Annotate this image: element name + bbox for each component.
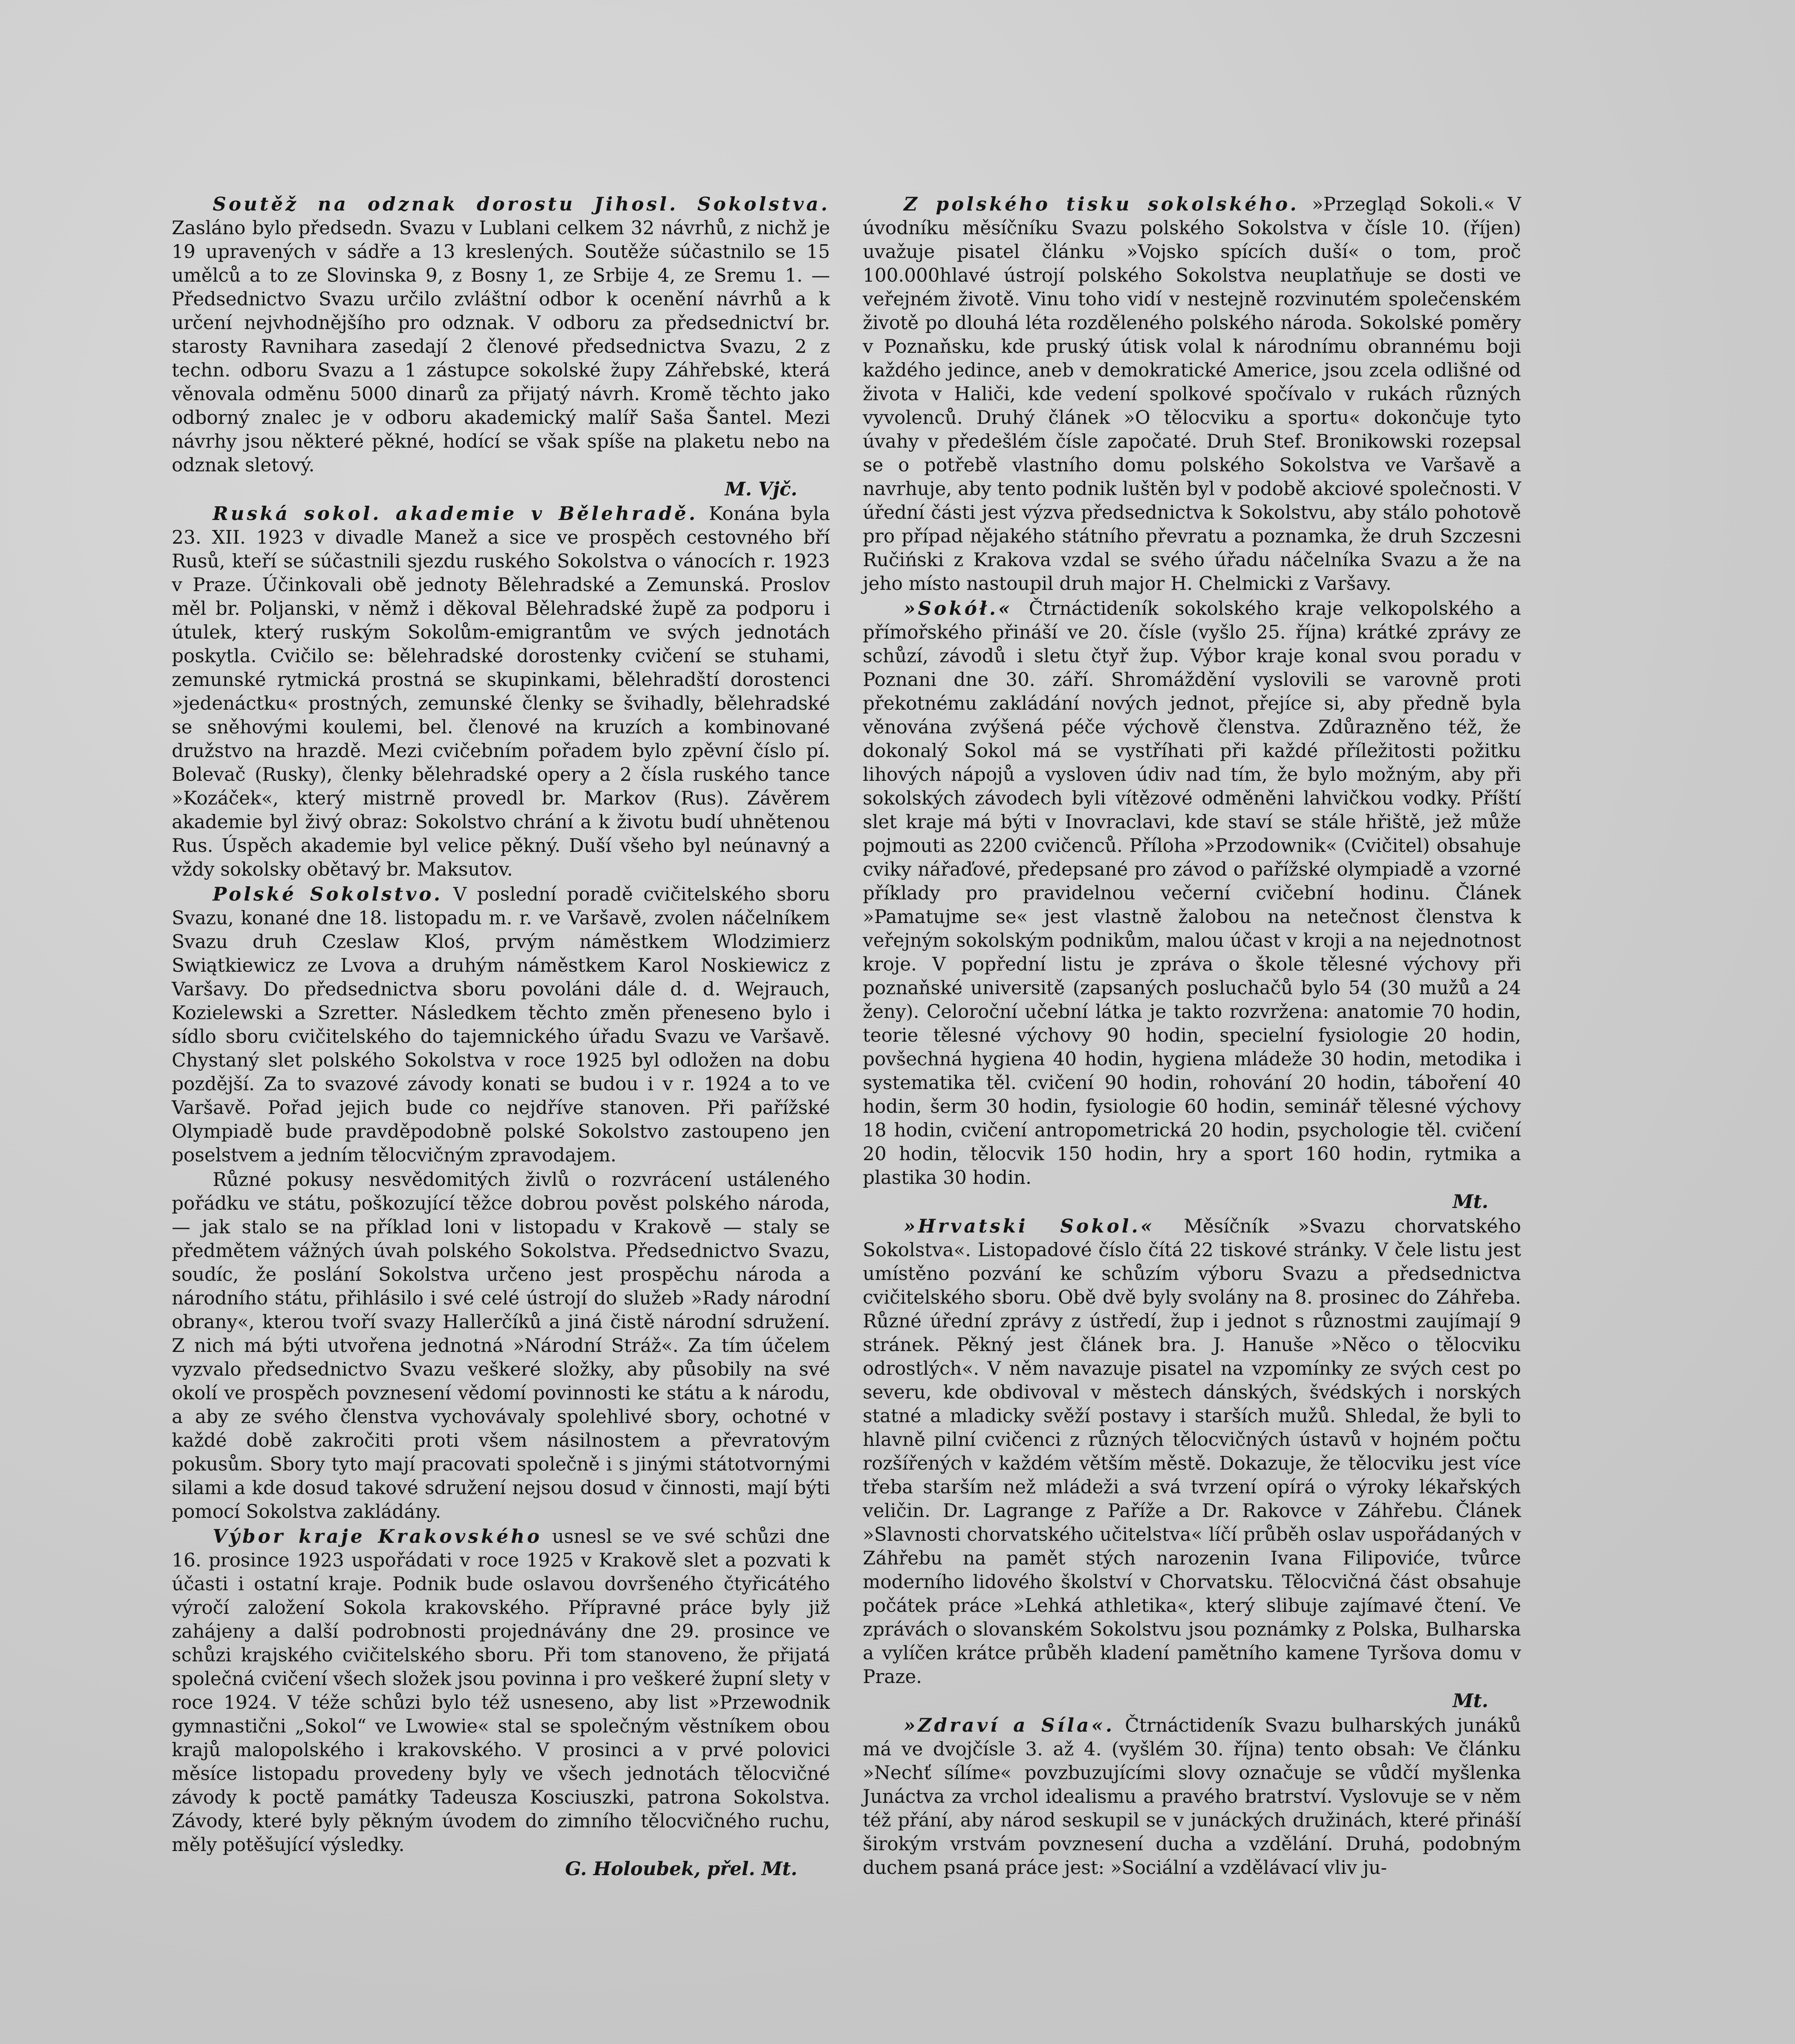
article-title: »Sokół.« [904, 597, 1013, 619]
left-column [172, 192, 830, 1880]
article-body: Čtrnáctideník sokolského kraje velkopolského a přímořského přináší ve 20. čísle (vyšlo 25. října) krátké zprávy ze schůzí, závodů i sletu čtyř žup. Výbor kraje konal svou poradu v Poznani dne 30. září. Shromáždění vyslovili se varovně proti překotnému zakládání nových jednot, přejíce si, aby předně byla věnována zvýšená péče výchově členstva. Zdůrazněno též, že dokonalý Sokol má se vystříhati při každé příležitosti požitku lihových nápojů a vysloven údiv nad tím, že bylo možným, aby při sokolských závodech byli vítězové odměněni lahvičkou vodky. Příští slet kraje má býti v Inovraclavi, kde staví se stále hřiště, jež může pojmouti as 2200 cvičenců. Příloha »Przodownik« (Cvičitel) obsahuje cviky nářaďové, předepsané pro závod o pařížské olympiadě a vzorné příklady pro pravidelnou večerní cvičební hodinu. Článek »Pamatujme se« jest vlastně žalobou na netečnost členstva k veřejným sokolským podnikům, malou účast v kroji a na nejednotnost kroje. V popřední listu je zpráva o škole tělesné výchovy při poznaňské universitě (zapsaných posluchačů bylo 54 (30 mužů a 24 ženy). Celoroční učební látka je takto rozvržena: anatomie 70 hodin, teorie tělesné výchovy 90 hodin, specielní fysiologie 20 hodin, povšechná hygiena 40 hodin, hygiena mládeže 30 hodin, metodika i systematika těl. cvičení 90 hodin, rohování 20 hodin, táboření 40 hodin, šerm 30 hodin, fysiologie 60 hodin, seminář tělesné výchovy 18 hodin, cvičení antropometrická 20 hodin, psychologie těl. cvičení 20 hodin, tělocvik 150 hodin, hry a sport 160 hodin, rytmika a plastika 30 hodin. [863, 598, 1521, 1188]
article-body: V poslední poradě cvičitelského sboru Svazu, konané dne 18. listopadu m. r. ve Varšavě, zvolen náčelníkem Svazu druh Czeslaw Kloś, prvým náměstkem Wlodzimierz Swiątkiewicz ze Lvova a druhým náměstkem Karol Noskiewicz z Varšavy. Do předsednictva sboru povoláni dále d. d. Wejrauch, Kozielewski a Szretter. Následkem těchto změn přeneseno bylo i sídlo sboru cvičitelského do tajemnického úřadu Svazu ve Varšavě. Chystaný slet polského Sokolstva v roce 1925 byl odložen na dobu pozdější. Za to svazové závody konati se budou i v r. 1924 a to ve Varšavě. Pořad jejich bude co nejdříve stanoven. Při pařížské Olympiadě bude pravděpodobně polské Sokolstvo zastoupeno jen poselstvem a jedním tělocvičným zpravodajem. [172, 883, 830, 1166]
article-paragraph [863, 596, 1521, 1213]
article-title: Polské Sokolstvo. [213, 883, 443, 905]
article-paragraph [172, 1524, 830, 1880]
article-paragraph [172, 502, 830, 881]
article-paragraph [172, 882, 830, 1167]
article-title: »Zdraví a Síla«. [904, 1714, 1115, 1736]
article-signature: Mt. [1452, 1190, 1488, 1213]
article-paragraph [172, 1168, 830, 1524]
article-title: Z polského tisku sokolského. [904, 193, 1299, 215]
article-body: usnesl se ve své schůzi dne 16. prosince 1923 uspořádati v roce 1925 v Krakově slet a pozvati k účasti i ostatní kraje. Podnik bude oslavou dovršeného čtyřicátého výročí založení Sokola krakovského. Přípravné práce byly již zahájeny a další podrobnosti projednávány dne 29. prosince ve schůzi krajského cvičitelského sboru. Při tom stanoveno, že přijatá společná cvičení všech složek jsou povinna i pro veškeré župní slety v roce 1924. V téže schůzi bylo též usneseno, aby list »Przewodnik gymnastični „Sokol“ ve Lwowie« stal se společným věstníkem obou krajů malopolského i krakovského. V prosinci a v prvé polovici měsíce listopadu provedeny byly ve všech jednotách tělocvičné závody k poctě památky Tadeusza Kosciuszki, patrona Sokolstva. Závody, které byly pěkným úvodem do zimního tělocvičného ruchu, měly potěšující výsledky. [172, 1526, 830, 1856]
article-title: Výbor kraje Krakovského [213, 1525, 542, 1547]
article-signature: G. Holoubek, přel. Mt. [565, 1858, 797, 1880]
article-body: Různé pokusy nesvědomitých živlů o rozvrácení ustáleného pořádku ve státu, poškozující těžce dobrou pověst polského národa, — jak stalo se na příklad loni v listopadu v Krakově — staly se předmětem vážných úvah polského Sokolstva. Předsednictvo Svazu, soudíc, že poslání Sokolstva určeno jest prospěchu národa a národního státu, přihlásilo i své celé ústrojí do služeb »Rady národní obrany«, kterou tvoří svazy Hallerčíků a jiná čistě národní sdružení. Z nich má býti utvořena jednotná »Národní Stráž«. Za tím účelem vyzvalo předsednictvo Svazu veškeré složky, aby působily na své okolí ve prospěch povznesení vědomí povinnosti ke státu a k národu, a aby ze svého členstva vychovávaly spolehlivé sbory, ochotné v každé době zakročiti proti všem násilnostem a převratovým pokusům. Sbory tyto mají pracovati společně i s jinými státotvornými silami a kde dosud takové sdružení nejsou dosud v činnosti, mají býti pomocí Sokolstva zakládány. [172, 1169, 830, 1522]
article-body: Konána byla 23. XII. 1923 v divadle Manež a sice ve prospěch cestovného bří Rusů, kteří se súčastnili sjezdu ruského Sokolstva o vánocích r. 1923 v Praze. Účinkovali obě jednoty Bělehradské a Zemunská. Proslov měl br. Poljanski, v němž i děkoval Bělehradské župě za podporu i útulek, který ruským Sokolům-emigrantům ve svých jednotách poskytla. Cvičilo se: bělehradské dorostenky cvičení se stuhami, zemunské rytmická prostná se skupinkami, bělehradští dorostenci »jedenáctku« prostných, zemunské členky se švihadly, bělehradské se sněhovými koulemi, bel. členové na kruzích a kombinované družstvo na hrazdě. Mezi cvičebním pořadem bylo zpěvní číslo pí. Bolevač (Rusky), členky bělehradské opery a 2 čísla ruského tance »Kozáček«, který mistrně provedl br. Markov (Rus). Závěrem akademie byl živý obraz: Sokolstvo chrání a k životu budí uhnětenou Rus. Úspěch akademie byl velice pěkný. Duší všeho byl neúnavný a vždy sokolsky obětavý br. Maksutov. [172, 503, 830, 880]
article-paragraph [172, 192, 830, 501]
article-body: Zasláno bylo předsedn. Svazu v Lublani celkem 32 návrhů, z nichž je 19 upravených v sádře a 13 kreslených. Soutěže súčastnilo se 15 umělců a to ze Slovinska 9, z Bosny 1, ze Srbije 4, ze Sremu 1. — Předsednictvo Svazu určilo zvláštní odbor k ocenění návrhů a k určení nejvhodnějšího pro odznak. V odboru za předsednictví br. starosty Ravnihara zasedají 2 členové předsednictva Svazu, 2 z techn. odboru Svazu a 1 zástupce sokolské župy Záhřebské, která věnovala odměnu 5000 dinarů za přijatý návrh. Kromě těchto jako odborný znalec je v odboru akademický malíř Saša Šantel. Mezi návrhy jsou některé pěkné, hodící se však spíše na plaketu nebo na odznak sletový. [172, 217, 830, 476]
article-paragraph [863, 1713, 1521, 1880]
article-signature: Mt. [1452, 1690, 1488, 1712]
article-paragraph [863, 1214, 1521, 1712]
article-paragraph [863, 192, 1521, 596]
right-column [863, 192, 1521, 1880]
article-body: Měsíčník »Svazu chorvatského Sokolstva«. Listopadové číslo čítá 22 tiskové stránky. V čele listu jest umístěno pozvání ke schůzím výboru Svazu a předsednictva cvičitelského sboru. Obě dvě byly svolány na 8. prosinec do Záhřeba. Různé úřední zprávy z ústředí, žup i jednot s různostmi zaujímají 9 stránek. Pěkný jest článek bra. J. Hanuše »Něco o tělocviku odrostlých«. V něm navazuje pisatel na vzpomínky ze svých cest po severu, kde obdivoval v městech dánských, švédských i norských statné a mladicky svěží postavy i starších mužů. Shledal, že byli to hlavně pilní cvičenci z různých tělocvičných ústavů v hojném počtu rozšířených v každém větším městě. Dokazuje, že tělocviku jest více třeba starším než mládeži a svá tvrzení opírá o výroky lékařských veličin. Dr. Lagrange z Paříže a Dr. Rakovce v Záhřebu. Článek »Slavnosti chorvatského učitelstva« líčí průběh oslav uspořádaných v Záhřebu na pamět stých narozenin Ivana Filipoviće, tvůrce moderního lidového školství v Chorvatsku. Tělocvičná část obsahuje počátek práce »Lehká athletika«, který slibuje zajímavé čtení. Ve zprávách o slovanském Sokolstvu jsou poznámky z Polska, Bulharska a vylíčen krátce průběh kladení pamětního kamene Tyršova domu v Praze. [863, 1215, 1521, 1688]
article-title: Ruská sokol. akademie v Bělehradě. [213, 502, 698, 524]
article-signature: M. Vjč. [725, 478, 797, 500]
article-body: Čtrnáctideník Svazu bulharských junáků má ve dvojčísle 3. až 4. (vyšlém 30. října) tento obsah: Ve článku »Nechť sílíme« povzbuzujícími slovy označuje se vůdčí myšlenka Junáctva za vrchol idealismu a pravého bratrství. Vyslovuje se v něm též přání, aby národ seskupil se v junáckých družinách, které přináší širokým vrstvám povznesení ducha a vzdělání. Druhá, podobným duchem psaná práce jest: »Sociální a vzdělávací vliv ju- [863, 1715, 1521, 1878]
article-title: Soutěž na odznak dorostu Jihosl. Sokolstva. [213, 193, 830, 215]
article-body: »Przegląd Sokoli.« V úvodníku měsíčníku Svazu polského Sokolstva v čísle 10. (říjen) uvažuje pisatel článku »Vojsko spících duší« o tom, proč 100.000hlavé ústrojí polského Sokolstva neuplatňuje se dosti ve veřejném životě. Vinu toho vidí v nestejně rozvinutém společenském životě po dlouhá léta rozděleného polského národa. Sokolské poměry v Poznaňsku, kde pruský útisk volal k národnímu obrannému boji každého jedince, aneb v demokratické Americe, jsou zcela odlišné od života v Haliči, kde vedení spolkové spočívalo v rukách různých vyvolenců. Druhý článek »O tělocviku a sportu« dokončuje tyto úvahy v předešlém čísle započaté. Druh Stef. Bronikowski rozepsal se o potřebě vlastního domu polského Sokolstva ve Varšavě a navrhuje, aby tento podnik luštěn byl v podobě akciové společnosti. V úřední části jest výzva předsednictva k Sokolstvu, aby stálo pohotově pro případ nějakého státního převratu a poznamka, že druh Szczesni Ručiński z Krakova vzdal se svého úřadu náčelníka Svazu a že na jeho místo nastoupil druh major H. Chelmicki z Varšavy. [863, 193, 1521, 594]
article-title: »Hrvatski Sokol.« [904, 1215, 1155, 1237]
